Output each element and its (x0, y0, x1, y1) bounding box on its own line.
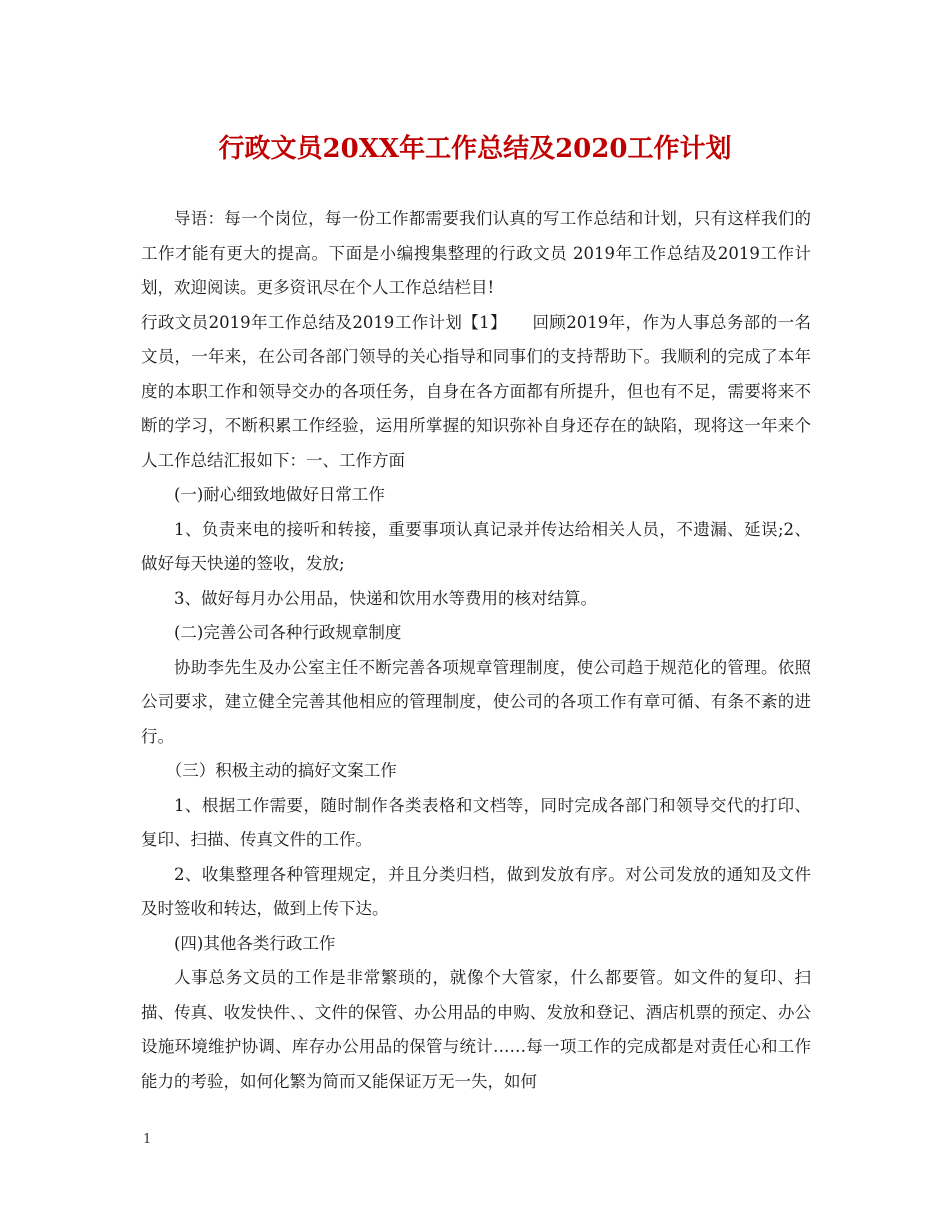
body-paragraph: 3、做好每月办公用品，快递和饮用水等费用的核对结算。 (174, 588, 597, 608)
subheading-1: (一)耐心细致地做好日常工作 (174, 485, 385, 504)
document-title: 行政文员20XX年工作总结及2020工作计划 (218, 134, 732, 164)
document-body (141, 202, 811, 1099)
body-paragraph: 2、收集整理各种管理规定，并且分类归档，做到发放有序。对公司发放的通知及文件及时签收和转达，做到上传下达。 (141, 864, 811, 918)
section-heading-paragraph: 行政文员2019年工作总结及2019工作计划【1】 回顾2019年，作为人事总务部的一名文员，一年来，在公司各部门领导的关心指导和同事们的支持帮助下。我顺利的完成了本年度的本职工作和领导交办的各项任务，自身在各方面都有所提升，但也有不足，需要将来不断的学习，不断积累工作经验，运用所掌握的知识弥补自身还存在的缺陷，现将这一年来个人工作总结汇报如下：一、工作方面 (141, 312, 811, 470)
body-paragraph: 1、根据工作需要，随时制作各类表格和文档等，同时完成各部门和领导交代的打印、复印、扫描、传真文件的工作。 (141, 795, 811, 849)
body-paragraph: 人事总务文员的工作是非常繁琐的，就像个大管家，什么都要管。如文件的复印、扫描、传真、收发快件、、文件的保管、办公用品的申购、发放和登记、酒店机票的预定、办公设施环境维护协调、库存办公用品的保管与统计……每一项工作的完成都是对责任心和工作能力的考验，如何化繁为简而又能保证万无一失，如何 (141, 968, 811, 1091)
body-paragraph: 协助李先生及办公室主任不断完善各项规章管理制度，使公司趋于规范化的管理。依照公司要求，建立健全完善其他相应的管理制度，使公司的各项工作有章可循、有条不紊的进行。 (141, 657, 811, 746)
intro-paragraph: 导语：每一个岗位，每一份工作都需要我们认真的写工作总结和计划，只有这样我们的工作才能有更大的提高。下面是小编搜集整理的行政文员 2019年工作总结及2019工作计划，欢迎阅读。更多资讯尽在个人工作总结栏目! (141, 209, 811, 297)
subheading-3: （三）积极主动的搞好文案工作 (165, 761, 397, 780)
page-number: 1 (143, 1132, 152, 1147)
body-paragraph: 1、负责来电的接听和转接，重要事项认真记录并传达给相关人员，不遗漏、延误;2、做好每天快递的签收，发放; (141, 519, 811, 573)
subheading-2: (二)完善公司各种行政规章制度 (174, 623, 402, 642)
subheading-4: (四)其他各类行政工作 (174, 933, 336, 953)
